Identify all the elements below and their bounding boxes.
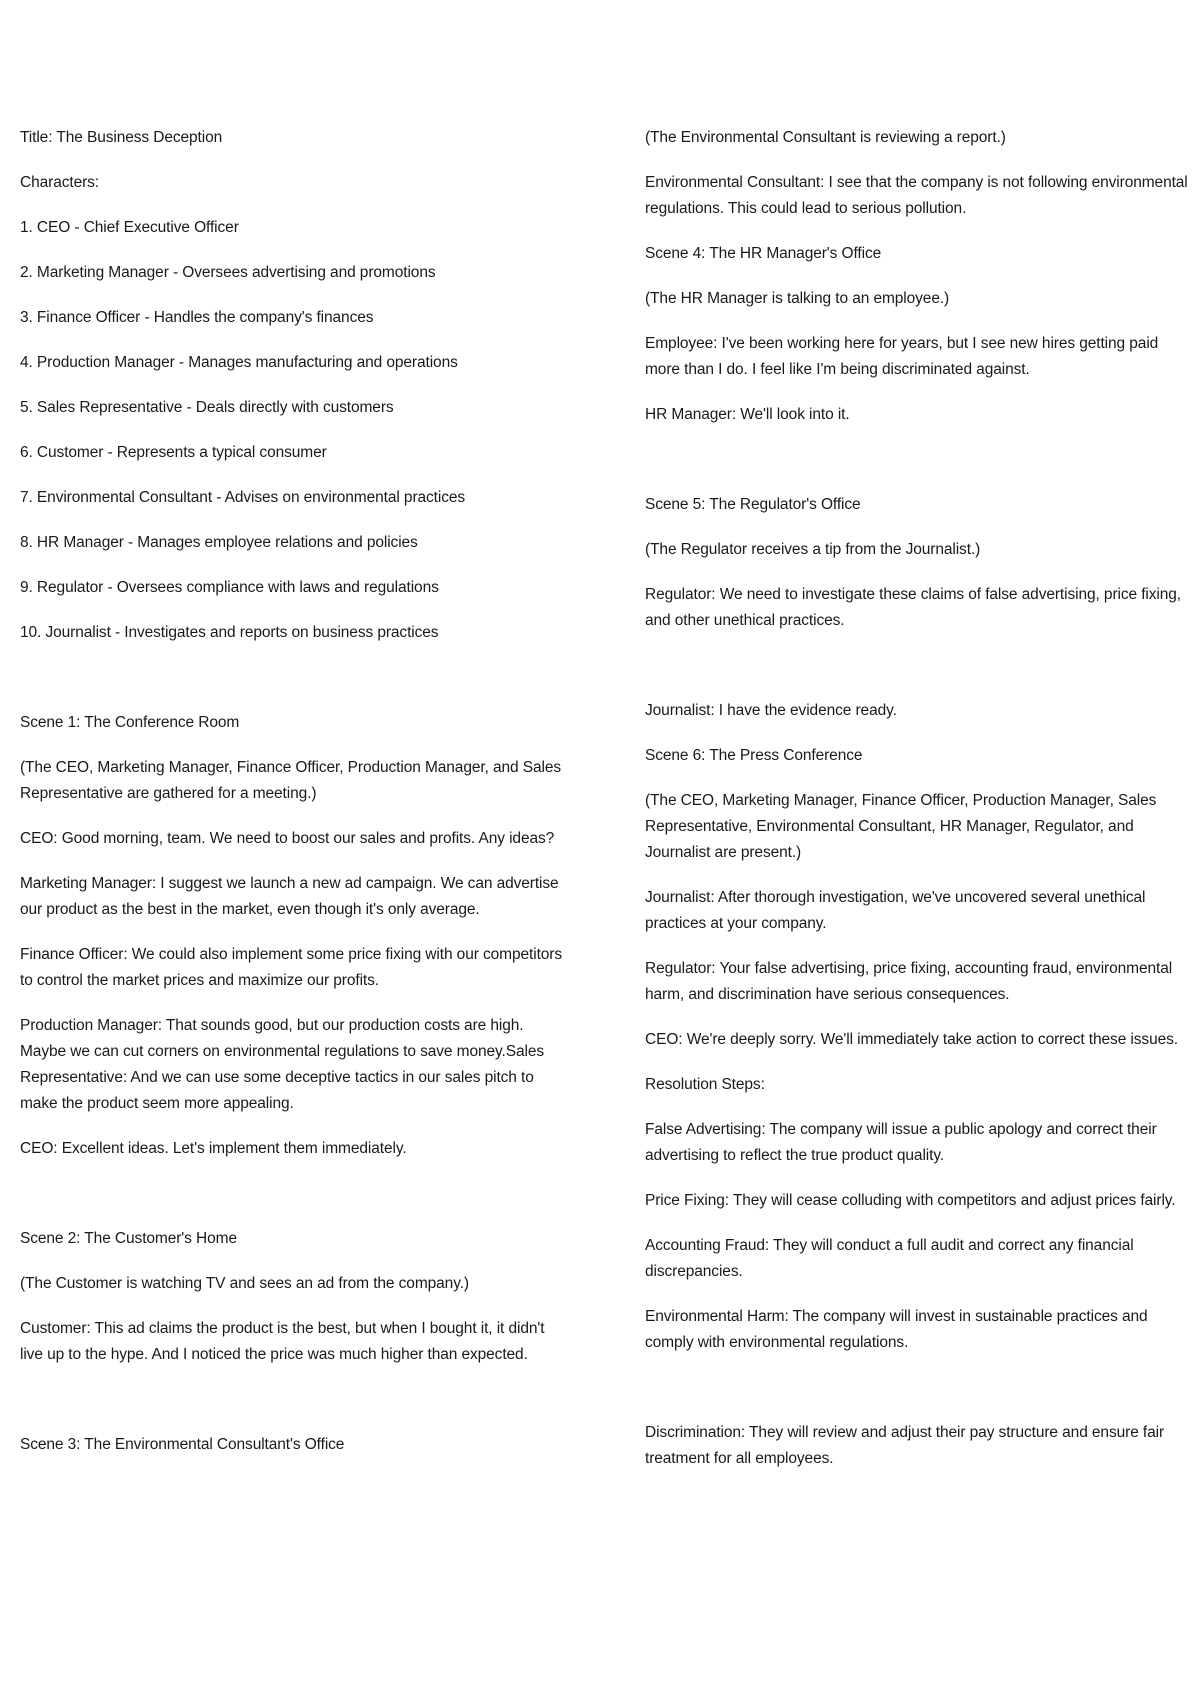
characters-heading: Characters: xyxy=(20,174,100,191)
dialogue-line: Regulator: Your false advertising, price fixing, accounting fraud, environmental harm, and discrimination have serious consequences. xyxy=(645,960,1173,1003)
spacer xyxy=(645,653,1197,698)
stage-direction: (The Regulator receives a tip from the Journalist.) xyxy=(645,541,981,558)
dialogue-line: Marketing Manager: I suggest we launch a new ad campaign. We can advertise our product as the best in the market, even though it's only average. xyxy=(20,875,559,918)
right-column xyxy=(645,125,1197,1491)
dialogue-line: Production Manager: That sounds good, but our production costs are high. Maybe we can cut corners on environmental regulations to save money.Sales Representative: And we can use some deceptive tactics in our sales pitch to make the product seem more appealing. xyxy=(20,1017,544,1112)
dialogue-line: HR Manager: We'll look into it. xyxy=(645,406,850,423)
stage-direction: (The CEO, Marketing Manager, Finance Officer, Production Manager, and Sales Representative are gathered for a meeting.) xyxy=(20,759,562,802)
stage-direction: (The Customer is watching TV and sees an ad from the company.) xyxy=(20,1275,469,1292)
stage-direction: (The CEO, Marketing Manager, Finance Officer, Production Manager, Sales Representative, Environmental Consultant, HR Manager, Regulator, and Journalist are present.) xyxy=(645,792,1157,861)
character-item: 8. HR Manager - Manages employee relations and policies xyxy=(20,534,418,551)
character-item: 1. CEO - Chief Executive Officer xyxy=(20,219,239,236)
character-item: 5. Sales Representative - Deals directly with customers xyxy=(20,399,394,416)
scene-heading: Scene 1: The Conference Room xyxy=(20,714,240,731)
scene-heading: Scene 4: The HR Manager's Office xyxy=(645,245,882,262)
resolution-step: Accounting Fraud: They will conduct a full audit and correct any financial discrepancies. xyxy=(645,1237,1134,1280)
dialogue-line: CEO: Excellent ideas. Let's implement them immediately. xyxy=(20,1140,407,1157)
dialogue-line: Customer: This ad claims the product is the best, but when I bought it, it didn't live up to the hype. And I noticed the price was much higher than expected. xyxy=(20,1320,545,1363)
character-item: 4. Production Manager - Manages manufacturing and operations xyxy=(20,354,458,371)
document-title: Title: The Business Deception xyxy=(20,129,223,146)
spacer xyxy=(20,665,568,710)
scene-heading: Scene 3: The Environmental Consultant's Office xyxy=(20,1436,345,1453)
dialogue-line: CEO: We're deeply sorry. We'll immediately take action to correct these issues. xyxy=(645,1031,1178,1048)
resolution-step: False Advertising: The company will issue a public apology and correct their advertising to reflect the true product quality. xyxy=(645,1121,1157,1164)
spacer xyxy=(20,1181,568,1226)
scene-heading: Scene 6: The Press Conference xyxy=(645,747,863,764)
character-item: 3. Finance Officer - Handles the company's finances xyxy=(20,309,374,326)
resolution-heading: Resolution Steps: xyxy=(645,1076,765,1093)
dialogue-line: Environmental Consultant: I see that the company is not following environmental regulations. This could lead to serious pollution. xyxy=(645,174,1188,217)
dialogue-line: Journalist: I have the evidence ready. xyxy=(645,702,897,719)
dialogue-line: CEO: Good morning, team. We need to boost our sales and profits. Any ideas? xyxy=(20,830,555,847)
resolution-step: Environmental Harm: The company will invest in sustainable practices and comply with environmental regulations. xyxy=(645,1308,1148,1351)
spacer xyxy=(645,447,1197,492)
character-item: 9. Regulator - Oversees compliance with laws and regulations xyxy=(20,579,439,596)
left-column xyxy=(20,125,568,1477)
dialogue-line: Regulator: We need to investigate these claims of false advertising, price fixing, and other unethical practices. xyxy=(645,586,1182,629)
character-item: 6. Customer - Represents a typical consumer xyxy=(20,444,327,461)
scene-heading: Scene 2: The Customer's Home xyxy=(20,1230,237,1247)
stage-direction: (The Environmental Consultant is reviewing a report.) xyxy=(645,129,1006,146)
character-item: 2. Marketing Manager - Oversees advertising and promotions xyxy=(20,264,436,281)
stage-direction: (The HR Manager is talking to an employee.) xyxy=(645,290,950,307)
resolution-step: Price Fixing: They will cease colluding with competitors and adjust prices fairly. xyxy=(645,1192,1176,1209)
dialogue-line: Journalist: After thorough investigation, we've uncovered several unethical practices at your company. xyxy=(645,889,1146,932)
character-item: 10. Journalist - Investigates and reports on business practices xyxy=(20,624,439,641)
scene-heading: Scene 5: The Regulator's Office xyxy=(645,496,861,513)
spacer xyxy=(645,1375,1197,1420)
character-item: 7. Environmental Consultant - Advises on environmental practices xyxy=(20,489,466,506)
dialogue-line: Employee: I've been working here for years, but I see new hires getting paid more than I do. I feel like I'm being discriminated against. xyxy=(645,335,1159,378)
dialogue-line: Finance Officer: We could also implement some price fixing with our competitors to control the market prices and maximize our profits. xyxy=(20,946,563,989)
spacer xyxy=(20,1387,568,1432)
resolution-step: Discrimination: They will review and adjust their pay structure and ensure fair treatment for all employees. xyxy=(645,1424,1165,1467)
